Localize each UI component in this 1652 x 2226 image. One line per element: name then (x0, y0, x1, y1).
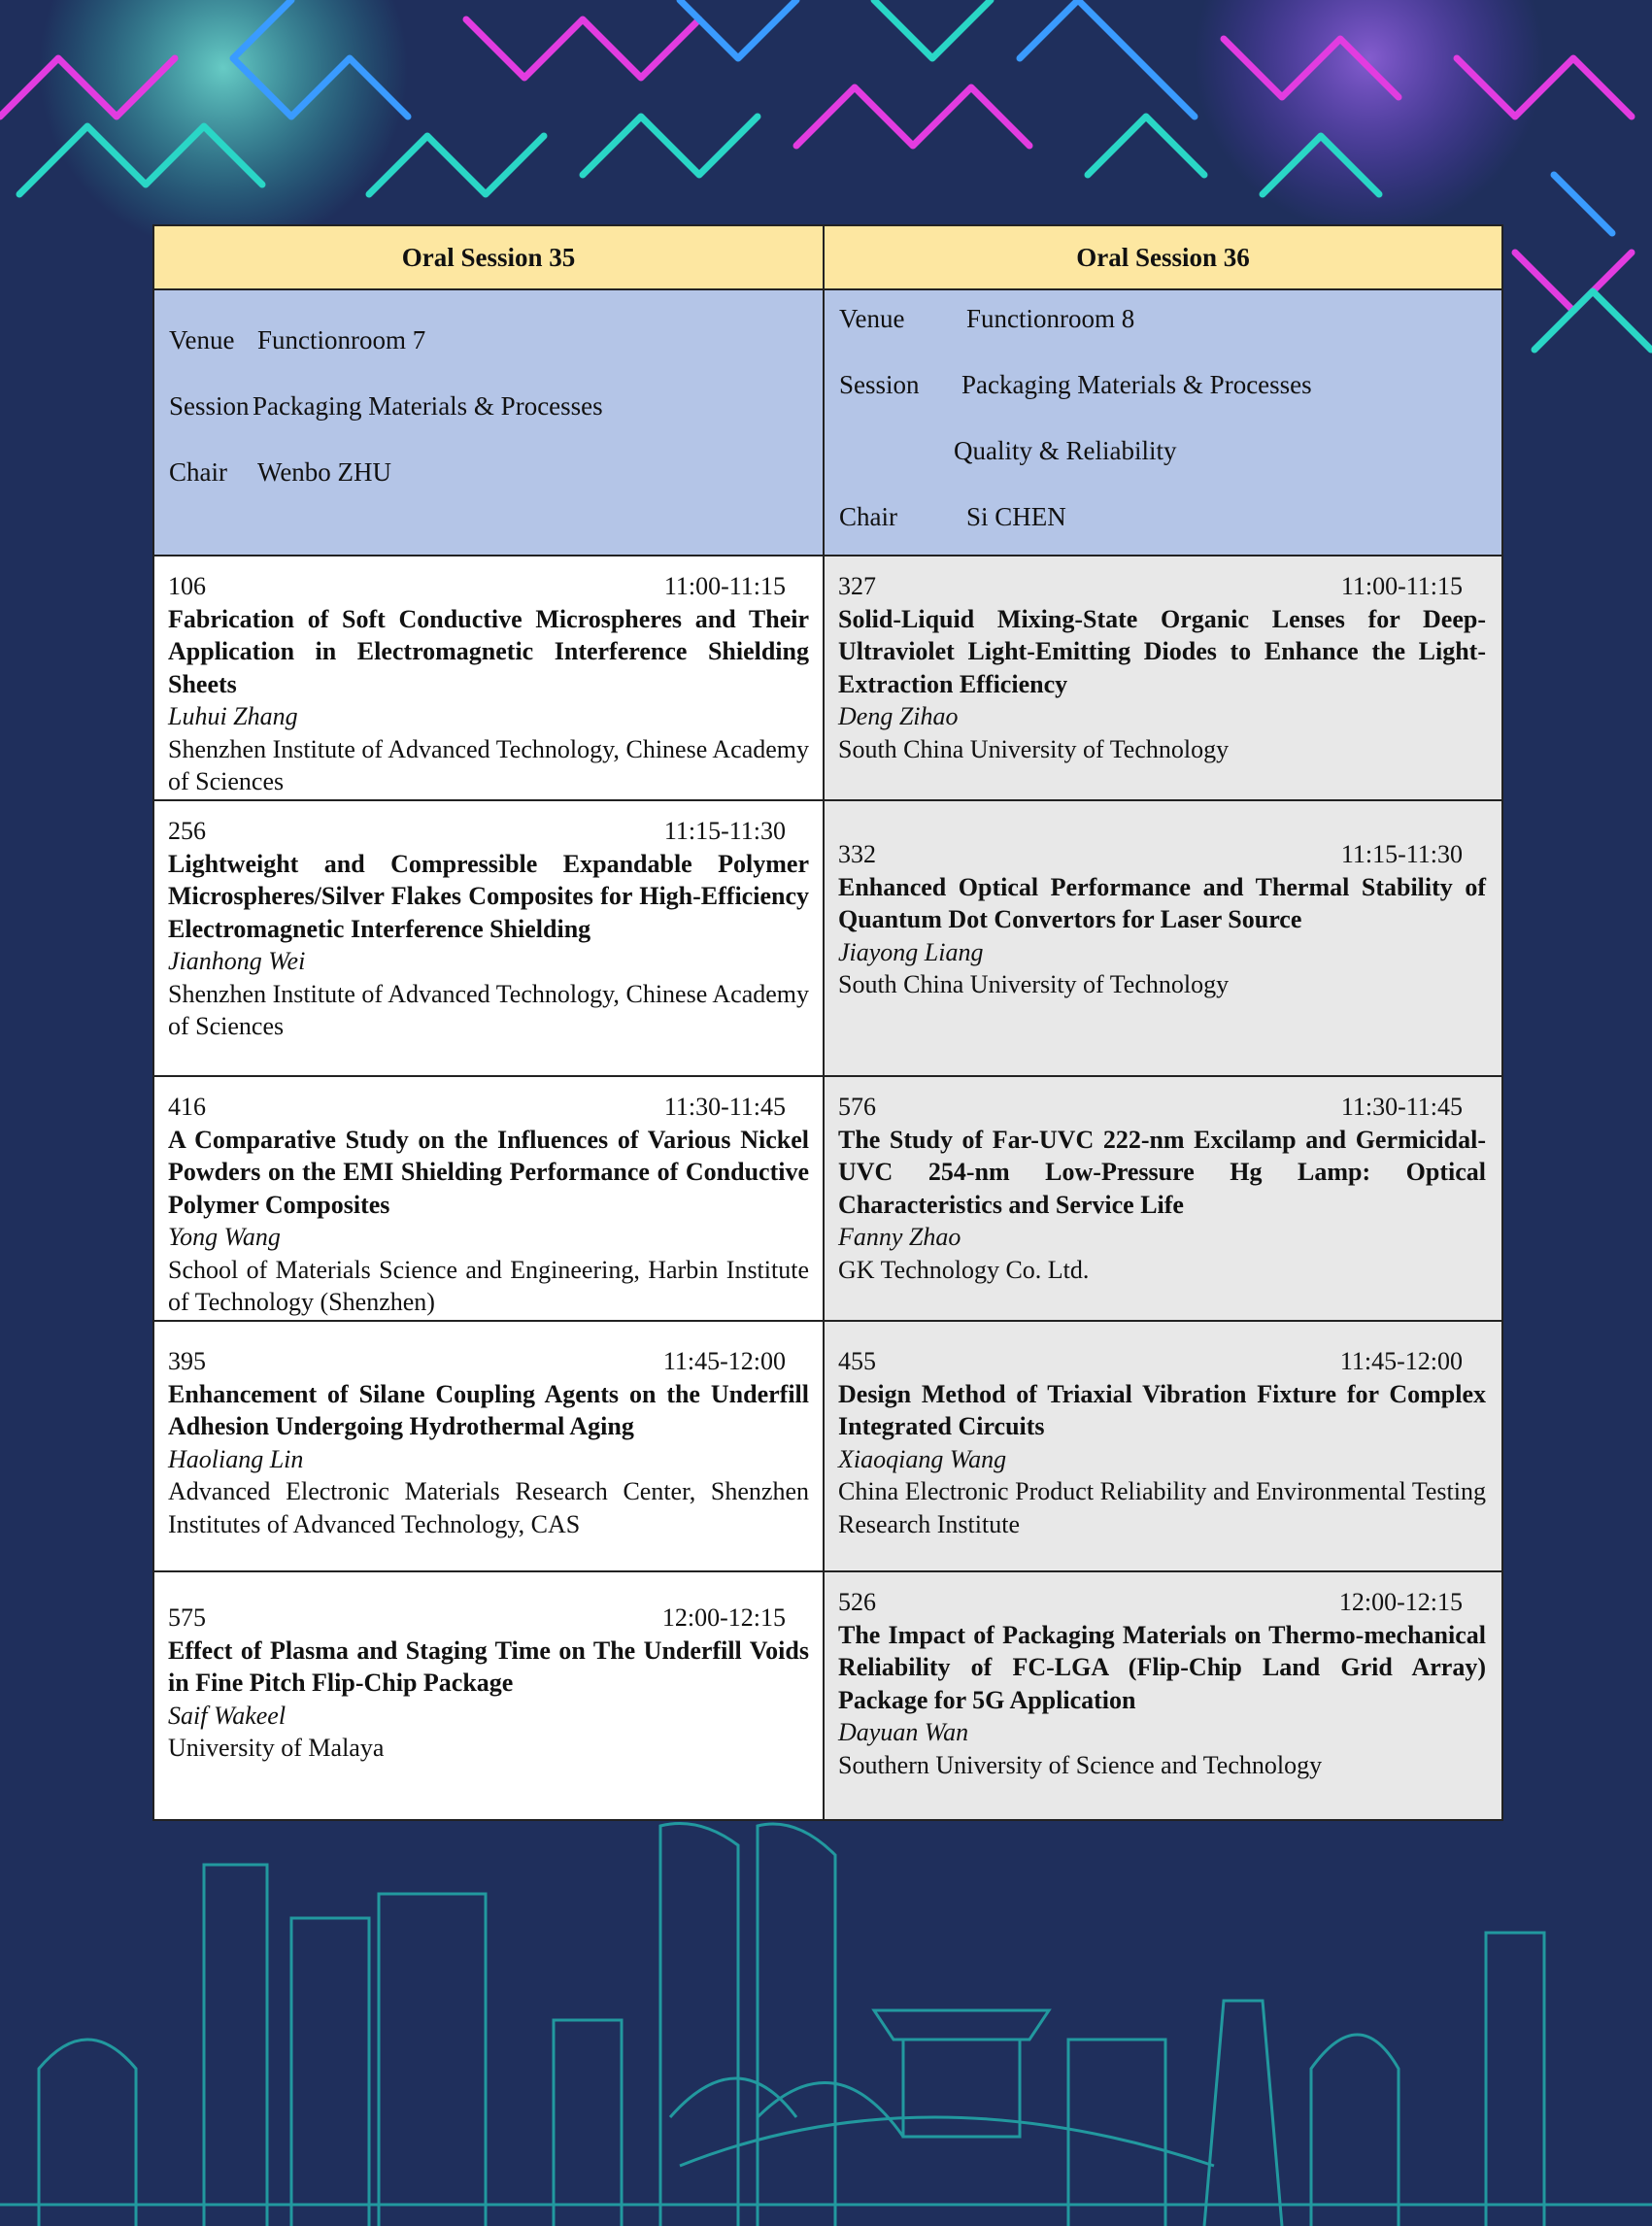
paper-cell-right (825, 556, 1501, 799)
paper-author: Yong Wang (168, 1223, 281, 1251)
paper-author: Jiayong Liang (838, 937, 984, 966)
venue-line (839, 304, 1134, 334)
paper-author: Dayuan Wan (838, 1718, 969, 1746)
paper-cell-left (154, 801, 825, 1075)
session-label: Session (839, 370, 920, 399)
paper-entry (154, 1572, 823, 1771)
paper-affiliation: University of Malaya (168, 1734, 385, 1762)
paper-id: 395 (168, 1347, 206, 1375)
paper-time: 11:45-12:00 (662, 1347, 786, 1375)
paper-id: 106 (168, 572, 206, 600)
paper-entry (154, 1077, 823, 1325)
paper-entry (825, 1077, 1501, 1292)
paper-cell-left (154, 1077, 825, 1320)
paper-row (154, 1572, 1501, 1819)
session-info-row (154, 290, 1501, 556)
session-35-info (154, 290, 825, 555)
venue-line (169, 325, 425, 355)
paper-id: 256 (168, 817, 206, 845)
schedule-table (152, 224, 1503, 1821)
paper-entry (825, 801, 1501, 1007)
paper-affiliation: School of Materials Science and Engineering, Harbin Institute of Technology (Shenzhen) (168, 1255, 809, 1316)
paper-id: 575 (168, 1603, 206, 1632)
session-value: Packaging Materials & Processes (253, 391, 603, 421)
paper-id: 526 (838, 1588, 876, 1616)
paper-cell-right (825, 1322, 1501, 1570)
paper-author: Deng Zihao (838, 702, 959, 730)
venue-value: Functionroom 7 (257, 325, 426, 354)
paper-author: Luhui Zhang (168, 702, 298, 730)
paper-title: Fabrication of Soft Conductive Microspheres and Their Application in Electromagnetic Interference Shielding Sheets (168, 604, 809, 698)
venue-value: Functionroom 8 (966, 304, 1135, 333)
paper-time: 11:00-11:15 (1340, 572, 1463, 600)
paper-time: 11:30-11:45 (1340, 1093, 1463, 1121)
paper-author: Fanny Zhao (838, 1223, 961, 1251)
session-value-2: Quality & Reliability (954, 436, 1177, 465)
paper-title: Enhanced Optical Performance and Thermal Stability of Quantum Dot Convertors for Laser Source (838, 872, 1486, 933)
paper-time: 11:30-11:45 (663, 1093, 786, 1121)
paper-author: Saif Wakeel (168, 1701, 287, 1730)
paper-time: 12:00-12:15 (1338, 1588, 1463, 1616)
paper-row (154, 1077, 1501, 1322)
paper-time: 12:00-12:15 (661, 1603, 786, 1632)
paper-entry (154, 801, 823, 1049)
paper-affiliation: GK Technology Co. Ltd. (838, 1255, 1090, 1284)
paper-author: Jianhong Wei (168, 947, 306, 975)
venue-label: Venue (839, 304, 905, 333)
session-value: Packaging Materials & Processes (961, 370, 1312, 399)
paper-id: 576 (838, 1093, 876, 1121)
paper-entry (825, 556, 1501, 771)
paper-cell-left (154, 1322, 825, 1570)
paper-id: 332 (838, 840, 876, 868)
session-line (839, 370, 1312, 400)
session-35-header: Oral Session 35 (154, 226, 825, 290)
paper-affiliation: Shenzhen Institute of Advanced Technology, Chinese Academy of Sciences (168, 979, 809, 1040)
paper-cell-left (154, 556, 825, 799)
paper-id: 416 (168, 1093, 206, 1121)
chair-line (839, 502, 1066, 532)
paper-affiliation: South China University of Technology (838, 970, 1230, 998)
paper-cell-left (154, 1572, 825, 1819)
paper-id: 327 (838, 572, 876, 600)
session-36-info (825, 290, 1501, 555)
paper-time: 11:15-11:30 (663, 817, 786, 845)
paper-time: 11:45-12:00 (1339, 1347, 1463, 1375)
chair-value: Wenbo ZHU (257, 457, 392, 487)
paper-author: Xiaoqiang Wang (838, 1444, 1007, 1473)
paper-affiliation: Southern University of Science and Technology (838, 1750, 1323, 1779)
chair-line (169, 457, 391, 488)
paper-title: Solid-Liquid Mixing-State Organic Lenses for Deep-Ultraviolet Light-Emitting Diodes to Enhance the Light-Extraction Efficiency (838, 604, 1486, 698)
paper-affiliation: Advanced Electronic Materials Research Center, Shenzhen Institutes of Advanced Technology, CAS (168, 1477, 809, 1538)
venue-label: Venue (169, 325, 235, 354)
paper-entry (154, 556, 823, 804)
paper-title: Enhancement of Silane Coupling Agents on the Underfill Adhesion Undergoing Hydrothermal Aging (168, 1379, 809, 1440)
paper-cell-right (825, 1077, 1501, 1320)
paper-row (154, 801, 1501, 1077)
session-header-row (154, 226, 1501, 290)
paper-affiliation: China Electronic Product Reliability and Environmental Testing Research Institute (838, 1477, 1486, 1538)
chair-label: Chair (839, 502, 897, 531)
session-line-2 (954, 436, 1176, 466)
chair-label: Chair (169, 457, 227, 487)
chair-value: Si CHEN (966, 502, 1066, 531)
paper-affiliation: South China University of Technology (838, 734, 1230, 763)
paper-title: A Comparative Study on the Influences of Various Nickel Powders on the EMI Shielding Performance of Conductive Polymer Composites (168, 1125, 809, 1219)
paper-title: The Study of Far-UVC 222-nm Excilamp and Germicidal-UVC 254-nm Low-Pressure Hg Lamp: Optical Characteristics and Service Life (838, 1125, 1486, 1219)
paper-time: 11:00-11:15 (663, 572, 786, 600)
paper-row (154, 556, 1501, 801)
session-line (169, 391, 603, 422)
paper-title: Lightweight and Compressible Expandable Polymer Microspheres/Silver Flakes Composites for High-Efficiency Electromagnetic Interference Shielding (168, 849, 809, 943)
paper-affiliation: Shenzhen Institute of Advanced Technology, Chinese Academy of Sciences (168, 734, 809, 795)
paper-id: 455 (838, 1347, 876, 1375)
paper-author: Haoliang Lin (168, 1444, 304, 1473)
paper-cell-right (825, 1572, 1501, 1819)
paper-title: The Impact of Packaging Materials on Thermo-mechanical Reliability of FC-LGA (Flip-Chip Land Grid Array) Package for 5G Application (838, 1620, 1486, 1714)
session-label: Session (169, 391, 250, 421)
paper-cell-right (825, 801, 1501, 1075)
paper-row (154, 1322, 1501, 1572)
paper-entry (154, 1322, 823, 1546)
paper-title: Design Method of Triaxial Vibration Fixture for Complex Integrated Circuits (838, 1379, 1486, 1440)
paper-title: Effect of Plasma and Staging Time on The Underfill Voids in Fine Pitch Flip-Chip Package (168, 1636, 809, 1697)
session-36-header: Oral Session 36 (825, 226, 1501, 290)
paper-entry (825, 1572, 1501, 1787)
paper-time: 11:15-11:30 (1340, 840, 1463, 868)
paper-entry (825, 1322, 1501, 1546)
